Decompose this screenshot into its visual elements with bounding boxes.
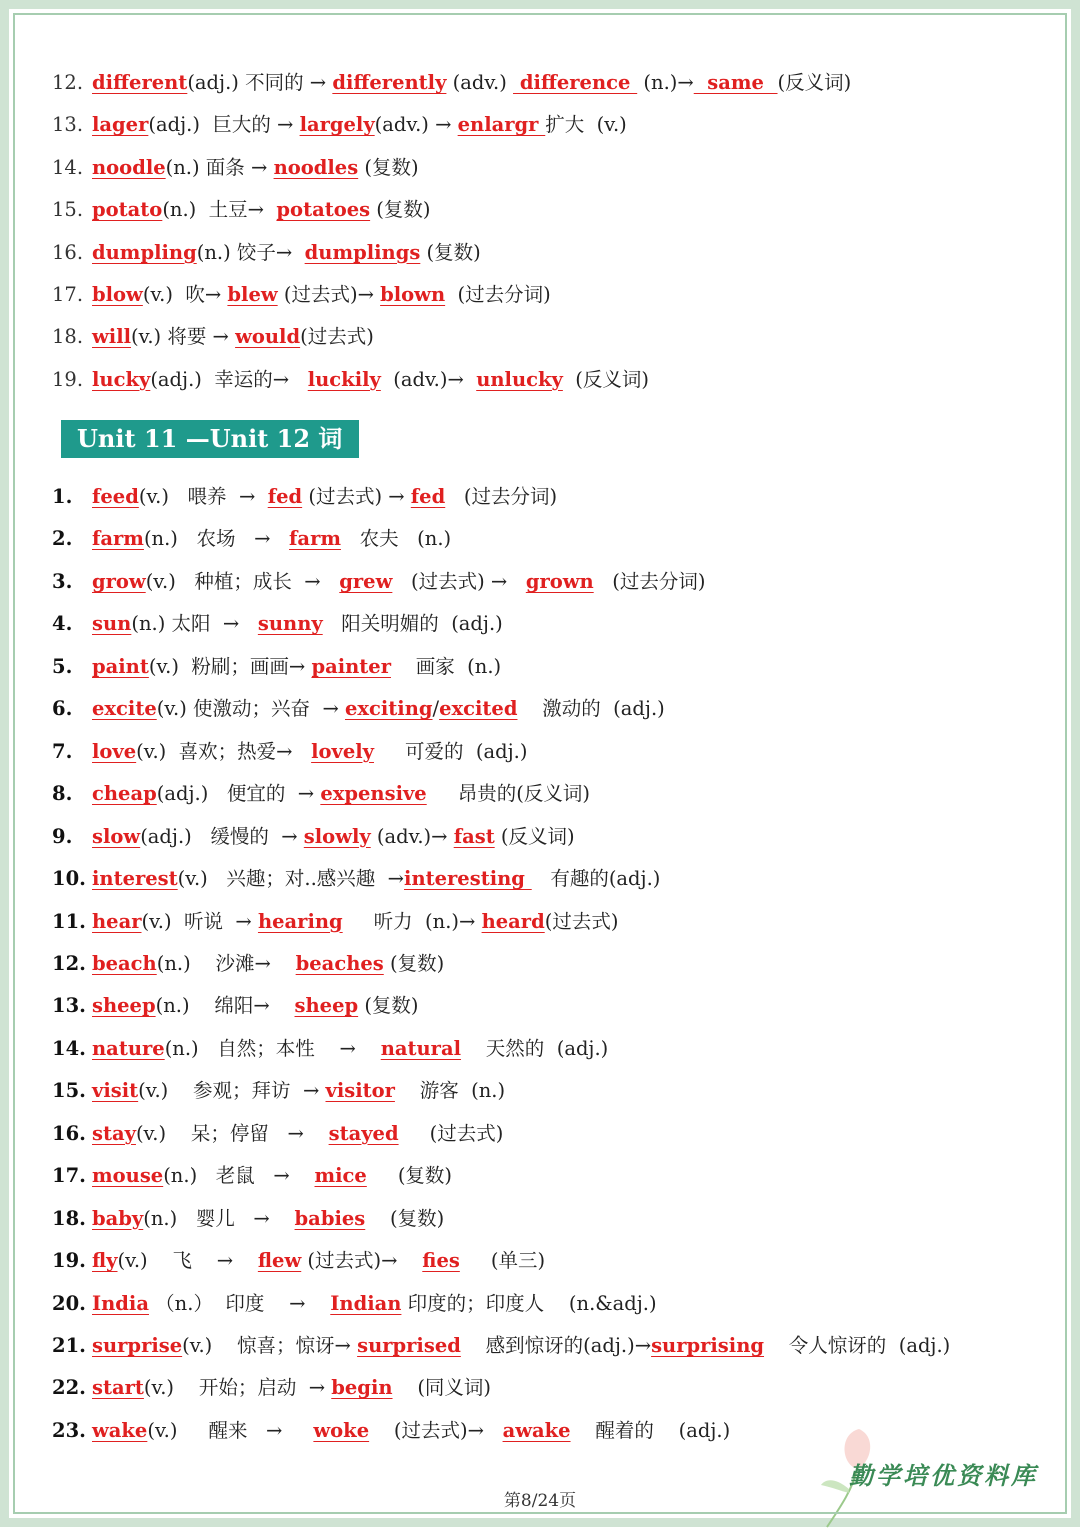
item-text: (adv.)→ bbox=[370, 824, 454, 848]
vocab-row bbox=[52, 480, 1041, 514]
answer-word: stay bbox=[92, 1121, 136, 1145]
item-number: 18. bbox=[52, 1206, 86, 1230]
answer-word: painter bbox=[311, 654, 391, 678]
answer-word: difference bbox=[513, 71, 638, 94]
answer-word: largely bbox=[299, 113, 375, 137]
answer-word: woke bbox=[313, 1418, 370, 1442]
answer-word: paint bbox=[92, 654, 149, 678]
item-number: 19. bbox=[52, 367, 84, 391]
item-text: (n.) 农场 → bbox=[143, 527, 290, 551]
answer-word: baby bbox=[92, 1206, 144, 1230]
item-number: 7. bbox=[52, 739, 73, 763]
item-text: (复数) bbox=[370, 198, 431, 222]
item-text: (过去分词) bbox=[593, 569, 706, 593]
answer-word: will bbox=[92, 325, 132, 349]
item-text: (adj.) 巨大的 → bbox=[148, 113, 300, 137]
item-text: (n.) 绵阳→ bbox=[155, 994, 295, 1018]
item-text: (过去式) bbox=[398, 1121, 504, 1145]
vocab-row bbox=[52, 236, 1041, 270]
item-text: (adj.) 便宜的 → bbox=[156, 782, 321, 806]
item-text: (v.) 粉刷；画画→ bbox=[148, 654, 312, 678]
answer-word: blow bbox=[92, 283, 143, 306]
answer-word: hearing bbox=[257, 909, 343, 933]
answer-word: sun bbox=[92, 612, 132, 636]
answer-word: wake bbox=[92, 1418, 148, 1442]
item-number: 13. bbox=[52, 113, 84, 137]
answer-word: beach bbox=[92, 951, 157, 975]
item-number: 20. bbox=[52, 1291, 86, 1315]
vocab-row bbox=[52, 320, 1041, 354]
section-title: Unit 11 —Unit 12 词汇 bbox=[61, 420, 359, 458]
vocab-row bbox=[52, 735, 1041, 769]
item-number: 5. bbox=[52, 654, 73, 678]
answer-word: cheap bbox=[92, 782, 157, 806]
answer-word: heard bbox=[481, 909, 545, 933]
item-number: 23. bbox=[52, 1418, 86, 1442]
item-text: 扩大 (v.) bbox=[545, 113, 627, 137]
answer-word: beaches bbox=[295, 951, 384, 975]
answer-word: blew bbox=[227, 283, 278, 306]
answer-word: excite bbox=[92, 697, 157, 721]
answer-word: noodle bbox=[92, 155, 166, 179]
item-text: 可爱的 (adj.) bbox=[374, 739, 528, 763]
vocab-row bbox=[52, 1074, 1041, 1108]
vocab-row bbox=[52, 1414, 1041, 1448]
item-number: 16. bbox=[52, 1121, 86, 1145]
item-number: 15. bbox=[52, 198, 84, 222]
item-text: (n.) 面条 → bbox=[165, 155, 274, 179]
item-number: 13. bbox=[52, 994, 86, 1018]
vocab-row bbox=[52, 1329, 1041, 1363]
answer-word: potatoes bbox=[276, 198, 371, 222]
vocab-row bbox=[52, 607, 1041, 641]
item-text: (过去式)→ bbox=[369, 1418, 503, 1442]
item-text: (复数) bbox=[358, 155, 419, 179]
item-number: 8. bbox=[52, 782, 73, 806]
item-number: 6. bbox=[52, 697, 73, 721]
item-text: (n.) 自然；本性 → bbox=[164, 1036, 381, 1060]
answer-word: hear bbox=[92, 909, 142, 933]
item-text: (反义词) bbox=[494, 824, 575, 848]
vocab-row bbox=[52, 777, 1041, 811]
answer-word: noodles bbox=[273, 155, 359, 179]
answer-word: potato bbox=[92, 198, 163, 222]
vocab-row bbox=[52, 820, 1041, 854]
item-text: (过去式) bbox=[300, 325, 374, 349]
item-text: (v.) 开始；启动 → bbox=[143, 1376, 332, 1400]
answer-word: surprised bbox=[357, 1334, 461, 1357]
item-number: 21. bbox=[52, 1334, 86, 1357]
answer-word: farm bbox=[92, 527, 144, 551]
answer-word: farm bbox=[289, 527, 341, 551]
item-text: (n.) 土豆→ bbox=[162, 198, 277, 222]
vocab-row bbox=[52, 650, 1041, 684]
vocab-row bbox=[52, 989, 1041, 1023]
answer-word: grew bbox=[339, 569, 393, 593]
item-text: (adj.) 幸运的→ bbox=[150, 367, 308, 391]
answer-word: excited bbox=[439, 697, 518, 721]
answer-word: begin bbox=[331, 1376, 393, 1400]
item-text: 有趣的(adj.) bbox=[531, 867, 661, 891]
answer-word: surprising bbox=[651, 1334, 765, 1357]
answer-word: sunny bbox=[257, 612, 323, 636]
answer-word: different bbox=[92, 71, 188, 94]
answer-word: dumplings bbox=[304, 240, 421, 264]
vocab-row bbox=[52, 1244, 1041, 1278]
item-text: (v.) 喜欢；热爱→ bbox=[136, 739, 312, 763]
item-number: 14. bbox=[52, 155, 84, 179]
vocab-row bbox=[52, 151, 1041, 185]
item-text: 农夫 (n.) bbox=[340, 527, 452, 551]
item-text: (v.) 吹→ bbox=[142, 283, 228, 306]
item-text: 醒着的 (adj.) bbox=[570, 1418, 731, 1442]
answer-word: slow bbox=[92, 824, 141, 848]
item-text: 感到惊讶的(adj.)→ bbox=[460, 1334, 652, 1357]
item-text: (复数) bbox=[358, 994, 419, 1018]
item-text: (v.) 飞 → bbox=[117, 1249, 258, 1273]
item-number: 19. bbox=[52, 1249, 86, 1273]
answer-word: fast bbox=[453, 824, 495, 848]
answer-word: surprise bbox=[92, 1334, 183, 1357]
item-text: (过去式)→ bbox=[301, 1249, 423, 1273]
answer-word: natural bbox=[380, 1036, 462, 1060]
answer-word: Indian bbox=[330, 1291, 402, 1315]
item-text: 游客 (n.) bbox=[394, 1079, 506, 1103]
answer-word: grown bbox=[525, 569, 594, 593]
answer-word: fies bbox=[422, 1249, 460, 1273]
item-text: (反义词) bbox=[777, 71, 852, 94]
answer-word: grow bbox=[92, 569, 146, 593]
vocab-row bbox=[52, 862, 1041, 896]
item-text: (v.) 醒来 → bbox=[147, 1418, 314, 1442]
answer-word: babies bbox=[294, 1206, 366, 1230]
vocab-row bbox=[52, 66, 1041, 100]
item-text: (adv.) bbox=[446, 71, 514, 94]
answer-word: India bbox=[92, 1291, 149, 1315]
item-number: 12. bbox=[52, 951, 86, 975]
answer-word: lager bbox=[92, 113, 149, 137]
item-text: 天然的 (adj.) bbox=[461, 1036, 609, 1060]
item-number: 4. bbox=[52, 612, 73, 636]
answer-word: lucky bbox=[92, 367, 151, 391]
item-text: 印度的；印度人 (n.&adj.) bbox=[401, 1291, 657, 1315]
answer-word: enlargr bbox=[457, 113, 546, 137]
vocab-row bbox=[52, 1032, 1041, 1066]
item-text: (n.)→ bbox=[637, 71, 694, 94]
item-number: 10. bbox=[52, 867, 86, 891]
item-number: 17. bbox=[52, 1164, 86, 1188]
vocab-row bbox=[52, 1117, 1041, 1151]
answer-word: feed bbox=[92, 485, 139, 508]
item-text: (过去式) → bbox=[392, 569, 526, 593]
answer-word: dumpling bbox=[92, 240, 197, 264]
item-text: (过去式) → bbox=[302, 485, 411, 508]
page-footer: 第8/24页 bbox=[503, 1491, 577, 1511]
answer-word: slowly bbox=[303, 824, 371, 848]
answer-word: unlucky bbox=[476, 367, 563, 391]
item-text: / bbox=[432, 697, 440, 721]
item-number: 17. bbox=[52, 283, 84, 306]
item-text: (n.) 婴儿 → bbox=[143, 1206, 295, 1230]
item-text: (adv.)→ bbox=[380, 367, 477, 391]
item-text: (过去式)→ bbox=[277, 283, 381, 306]
vocab-row bbox=[52, 1159, 1041, 1193]
item-text: (同义词) bbox=[392, 1376, 492, 1400]
answer-word: fed bbox=[267, 485, 303, 508]
vocab-row bbox=[52, 1287, 1041, 1321]
item-number: 16. bbox=[52, 240, 84, 264]
answer-word: fly bbox=[92, 1249, 118, 1273]
vocab-row bbox=[52, 565, 1041, 599]
item-number: 12. bbox=[52, 71, 84, 94]
answer-word: visitor bbox=[325, 1079, 395, 1103]
answer-word: interest bbox=[92, 867, 178, 891]
item-text: (n.) 饺子→ bbox=[196, 240, 305, 264]
item-number: 15. bbox=[52, 1079, 86, 1103]
item-text: (v.) 呆；停留 → bbox=[135, 1121, 329, 1145]
vocab-row bbox=[52, 947, 1041, 981]
answer-word: sheep bbox=[92, 994, 156, 1018]
vocab-row bbox=[52, 905, 1041, 939]
vocab-row bbox=[52, 363, 1041, 397]
item-text: (n.) 太阳 → bbox=[131, 612, 258, 636]
item-number: 11. bbox=[52, 909, 86, 933]
answer-word: start bbox=[92, 1376, 144, 1400]
item-text: （n.） 印度 → bbox=[148, 1291, 331, 1315]
answer-word: same bbox=[693, 71, 778, 94]
answer-word: flew bbox=[257, 1249, 302, 1273]
answer-word: luckily bbox=[307, 367, 381, 391]
vocab-row bbox=[52, 1371, 1041, 1405]
item-text: (复数) bbox=[365, 1206, 445, 1230]
answer-word: mice bbox=[314, 1164, 367, 1188]
watermark-text: 勤学培优资料库 bbox=[849, 1461, 1038, 1490]
item-text: (n.) 老鼠 → bbox=[163, 1164, 315, 1188]
item-text: (复数) bbox=[383, 951, 445, 975]
answer-word: lovely bbox=[311, 739, 374, 763]
item-text: (adv.) → bbox=[374, 113, 458, 137]
item-text: (v.) 参观；拜访 → bbox=[138, 1079, 326, 1103]
answer-word: differently bbox=[332, 71, 447, 94]
answer-word: would bbox=[235, 325, 301, 349]
vocab-row bbox=[52, 278, 1041, 312]
answer-word: visit bbox=[92, 1079, 139, 1103]
item-text: 昂贵的(反义词) bbox=[426, 782, 590, 806]
item-text: 阳关明媚的 (adj.) bbox=[322, 612, 503, 636]
item-text: 令人惊讶的 (adj.) bbox=[764, 1334, 951, 1357]
item-text: 激动的 (adj.) bbox=[517, 697, 665, 721]
vocab-row bbox=[52, 1202, 1041, 1236]
item-number: 22. bbox=[52, 1376, 86, 1400]
item-text: (v.) 兴趣；对..感兴趣 → bbox=[177, 867, 405, 891]
item-text: (adj.) 不同的 → bbox=[187, 71, 333, 94]
answer-word: interesting bbox=[404, 867, 532, 891]
answer-word: nature bbox=[92, 1036, 165, 1060]
item-text: (过去式) bbox=[544, 909, 619, 933]
item-number: 1. bbox=[52, 485, 73, 508]
item-text: (v.) 种植；成长 → bbox=[145, 569, 340, 593]
item-text: 画家 (n.) bbox=[390, 654, 502, 678]
item-text: (v.) 使激动；兴奋 → bbox=[156, 697, 345, 721]
item-text: (adj.) 缓慢的 → bbox=[140, 824, 304, 848]
answer-word: mouse bbox=[92, 1164, 164, 1188]
item-text: (过去分词) bbox=[445, 485, 558, 508]
item-text: (复数) bbox=[366, 1164, 453, 1188]
vocab-row bbox=[52, 193, 1041, 227]
vocab-row bbox=[52, 108, 1041, 142]
item-number: 2. bbox=[52, 527, 73, 551]
vocab-row bbox=[52, 522, 1041, 556]
item-number: 14. bbox=[52, 1036, 86, 1060]
item-text: (n.) 沙滩→ bbox=[156, 951, 296, 975]
answer-word: stayed bbox=[328, 1121, 399, 1145]
item-number: 3. bbox=[52, 569, 73, 593]
answer-word: expensive bbox=[320, 782, 427, 806]
answer-word: sheep bbox=[294, 994, 359, 1018]
item-text: (v.) 惊喜；惊讶→ bbox=[182, 1334, 358, 1357]
item-text: (复数) bbox=[420, 240, 481, 264]
answer-word: love bbox=[92, 739, 137, 763]
item-text: (v.) 听说 → bbox=[141, 909, 258, 933]
item-text: (过去分词) bbox=[445, 283, 551, 306]
item-text: 听力 (n.)→ bbox=[342, 909, 482, 933]
item-text: (v.) 将要 → bbox=[131, 325, 236, 349]
item-number: 18. bbox=[52, 325, 84, 349]
item-text: (单三) bbox=[459, 1249, 546, 1273]
answer-word: blown bbox=[380, 283, 446, 306]
vocab-row bbox=[52, 692, 1041, 726]
answer-word: awake bbox=[502, 1418, 571, 1442]
item-number: 9. bbox=[52, 824, 73, 848]
answer-word: exciting bbox=[344, 697, 433, 721]
answer-word: fed bbox=[410, 485, 446, 508]
item-text: (v.) 喂养 → bbox=[138, 485, 268, 508]
item-text: (反义词) bbox=[562, 367, 649, 391]
